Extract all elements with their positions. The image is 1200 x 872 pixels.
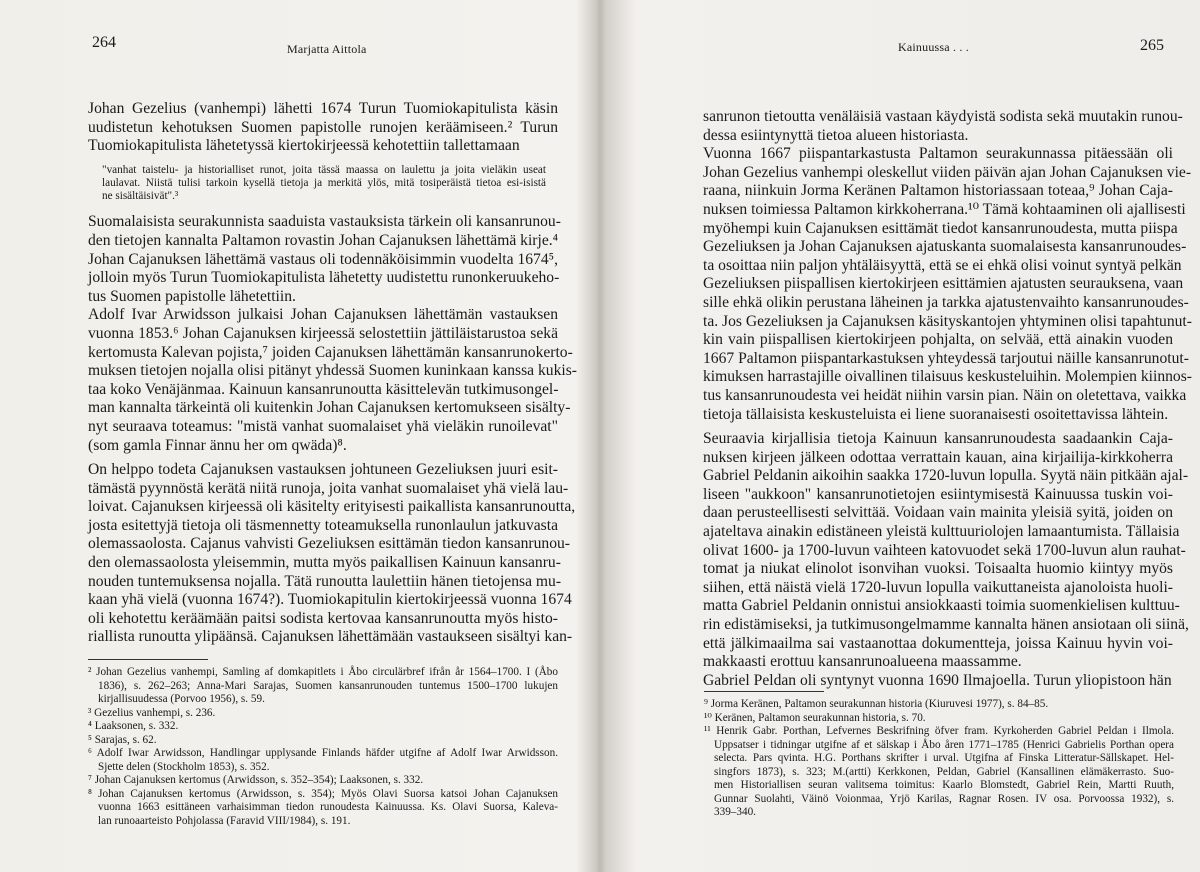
text-line: Seuraavia kirjallisia tietoja Kainuun kansanrunoudesta saadaankin Caja- — [703, 430, 1173, 448]
text-line: (som gamla Finnar ännu her om qwäda)⁸. — [88, 436, 347, 454]
footnote — [704, 725, 1174, 820]
block-quote — [102, 164, 546, 204]
text-line: oli kehotettu keräämään paitsi sodista kertovaa kansanrunoutta myös histo- — [88, 609, 558, 627]
text-line: ta. Jos Gezeliuksen ja Cajanuksen käsityskantojen yhtyminen olisi tapahtunut- — [703, 312, 1192, 330]
text-line: matta Gabriel Peldanin onnistui ansiokkaasti toimia suomenkielisen kulttuu- — [703, 597, 1180, 615]
text-line: 1667 Paltamon piispantarkastuksen yhteydessä tarjoutui näille kansanrunotut- — [703, 349, 1189, 367]
footnote-line: kirjallisuudessa (Porvoo 1956), s. 59. — [98, 693, 265, 705]
text-line: nyt seuraava toteamus: "mistä vanhat suomalaiset yhä vieläkin runoilevat" — [88, 417, 558, 435]
text-line: kin vain piispallisen kiertokirjeen pohjalta, on selvää, että ainakin vuoden — [703, 331, 1173, 349]
text-line: Gezeliuksen ja Johan Cajanuksen ajatuskanta suomalaisesta kansanrunoudes- — [703, 238, 1187, 256]
text-line: jolloin myös Turun Tuomiokapitulista lähetetty uudistettu runonkeruukeho- — [88, 269, 560, 287]
page-number: 265 — [1140, 37, 1164, 54]
text-line: Vuonna 1667 piispantarkastusta Paltamon seurakunnassa pitäessään oli — [703, 145, 1173, 163]
text-line: "vanhat taistelu- ja historialliset runot, joita tässä maassa on laulettu ja joita vieläkin useat — [102, 163, 546, 176]
body-text — [88, 100, 577, 647]
footnote-rule — [704, 691, 824, 692]
text-line: nuksen kirjeen jälkeen odottaa verrattain kauan, aina kirjailija-kirkkoherra — [703, 448, 1173, 466]
footnote — [88, 774, 558, 788]
paragraph — [88, 306, 577, 455]
text-line: sille ehkä olikin perustana läheinen ja tarkka ajatustenvaihto kansanrunoudes- — [703, 293, 1189, 311]
footnote — [88, 788, 558, 829]
text-line: nuksen toimiessa Paltamon kirkkoherrana.¹⁰ Tämä kohtaaminen oli ajallisesti — [703, 200, 1186, 218]
footnote-line: ⁹ Jorma Keränen, Paltamon seurakunnan historia (Kiuruvesi 1977), s. 84–85. — [704, 698, 1049, 710]
footnote — [88, 720, 558, 734]
text-line: kimuksen harrastajille oivallinen tilaisuus keskusteluihin. Molempien kiinnos- — [703, 368, 1192, 386]
footnote-line: ¹¹ Henrik Gabr. Porthan, Lefvernes Beskrifning öfver fram. Kyrkoherden Gabriel Peldan i Ilmola. — [704, 725, 1174, 737]
text-line: taa koko Venäjänmaa. Kainuun kansanrunoutta käsittelevän tutkimusongel- — [88, 380, 559, 398]
footnotes — [704, 698, 1174, 820]
paragraph — [88, 213, 561, 306]
body-text — [703, 108, 1192, 690]
text-line: Johan Cajanuksen lähettämä vastaus oli todennäköisimmin vuodelta 1674⁵, — [88, 250, 558, 268]
text-line: tus Suomen papistolle lähetettiin. — [88, 287, 296, 305]
text-line: siihen, että näistä vielä 1720-luvun lopulla vaikuttaneista ajanoloista huoli- — [703, 578, 1173, 596]
text-line: Johan Gezelius vanhempi oleskellut viiden päivän ajan Johan Cajanuksen vie- — [703, 163, 1192, 181]
text-line: kertomusta Kalevan pojista,⁷ joiden Cajanuksen lähettämän kansanrunokerto- — [88, 343, 573, 361]
footnote-line: men Historiallisen seuran valitsema toimitus: Kaarlo Blomstedt, Gabriel Rein, Martti Ruuth, — [714, 779, 1174, 791]
footnote-line: Uppsatser i tidningar utgifne af et sälskap i Åbo åren 1771–1785 (Henrici Gabrielis Porthan opera — [714, 738, 1174, 751]
paragraph — [88, 461, 576, 647]
text-line: myöhempi kuin Cajanuksen esittämät tiedot kansanrunoudesta, mutta piispa — [703, 219, 1178, 237]
footnote-line: Sjette delen (Stockholm 1853), s. 352. — [98, 760, 270, 773]
page-number: 264 — [92, 34, 116, 51]
text-line: että jälkimaailma sai vastaanottaa dokumentteja, joissa Kainuu hyvin voi- — [703, 634, 1173, 652]
text-line: josta esitettyjä tietoja oli täsmennetty toteamuksella runonlaulun jatkuvasta — [88, 516, 558, 534]
footnote-line: selecta. Pars qvinta. H.G. Porthans skrifter i urval. Utgifna af Finska Litteratur-Sällskapet. Hel- — [714, 752, 1174, 764]
text-line: dessa esiintynyttä tietoa alueen historiasta. — [703, 126, 969, 144]
text-line: Suomalaisista seurakunnista saaduista vastauksista tärkein oli kansanrunou- — [88, 213, 561, 231]
text-line: tomat ja niukat elinolot isonvihan vuoksi. Toisaalta huomio kiintyy myös — [703, 560, 1173, 578]
right-page — [600, 0, 1200, 872]
running-head: Kainuussa . . . — [898, 40, 969, 54]
paragraph — [703, 430, 1189, 672]
text-line: loivat. Cajanuksen kirjeessä oli käsitelty erityisesti paikallista kansanrunoutta, — [88, 498, 576, 516]
text-line: tus kansanrunoudesta vei heidät niihin varsin pian. Näin on oletettava, vaikka — [703, 386, 1187, 404]
footnote-line: singfors 1873), s. 323; M.(artti) Kerkkonen, Peldan, Gabriel (Kansallinen elämäkerrasto. Suo- — [714, 765, 1174, 778]
text-line: makkaasti erottuu kansanrunoalueena maassamme. — [703, 653, 1022, 671]
footnote — [88, 734, 558, 748]
footnote-line: ⁷ Johan Cajanuksen kertomus (Arwidsson, s. 352–354); Laaksonen, s. 332. — [88, 774, 424, 786]
footnote-line: 1836), s. 262–263; Anna-Mari Sarajas, Suomen kansanrunouden tuntemus 1500–1700 lukujen — [98, 679, 558, 692]
footnote-rule — [88, 659, 208, 660]
text-line: ta osoittaa niin paljon yhtäläisyyttä, että se ei ehkä olisi voinut syntyä pelkän — [703, 256, 1182, 274]
footnote-line: Gunnar Suolahti, Väinö Voionmaa, Yrjö Karilas, Ragnar Rosen. IV osa. Porvoossa 1932), s. — [714, 792, 1174, 805]
text-line: tietoja tällaisista keskusteluista ei liene suoranaisesti osoitettavissa lähtein. — [703, 405, 1169, 423]
text-line: nouden tuntemuksensa nojalla. Tätä runoutta laulettiin hänen tietojensa mu- — [88, 572, 562, 590]
text-line: man kannalta tärkeintä oli kuitenkin Johan Cajanuksen kertomukseen sisälty- — [88, 399, 571, 417]
text-line: ne sisältäisivät".³ — [102, 190, 179, 203]
text-line: Gezeliuksen piispallisen kiertokirjeen esittämien ajatusten seurauksena, vaan — [703, 275, 1184, 293]
footnote — [88, 707, 558, 721]
text-line: tämästä pyynnöstä kerätä niitä runoja, joita vanhat suomalaiset yhä vielä lau- — [88, 479, 569, 497]
footnote-line: ¹⁰ Keränen, Paltamon seurakunnan historia, s. 70. — [704, 711, 926, 724]
footnote-line: ⁵ Sarajas, s. 62. — [88, 733, 157, 746]
text-line: olivat 1600- ja 1700-luvun vaihteen katovuodet sekä 1700-luvun alun rauhat- — [703, 541, 1186, 559]
text-line: sanrunon tietoutta venäläisiä vastaan käydyistä sodista sekä muutakin runou- — [703, 108, 1183, 125]
text-line: On helppo todeta Cajanuksen vastauksen johtuneen Gezeliuksen juuri esit- — [88, 461, 558, 479]
footnote — [704, 712, 1174, 726]
text-line: Gabriel Peldanin aikoihin saakka 1720-luvun lopulla. Syytä näin pitkään ajal- — [703, 467, 1189, 485]
footnote-line: lan runoaarteisto Pohjolassa (Faravid VIII/1984), s. 191. — [98, 814, 351, 827]
text-line: den olemassaolosta yleisemmin, mutta myös paikallisen Kainuun kansanru- — [88, 554, 561, 572]
running-head: Marjatta Aittola — [287, 42, 367, 56]
footnote — [88, 747, 558, 774]
text-line: vuonna 1853.⁶ Johan Cajanuksen kirjeessä selostettiin jättiläistarustoa sekä — [88, 324, 558, 342]
text-line: Tuomiokapitulista lähetetyssä kiertokirjeessä kehotettiin tallettamaan — [88, 137, 520, 155]
text-line: Johan Gezelius (vanhempi) lähetti 1674 Turun Tuomiokapitulista käsin — [88, 100, 558, 117]
paragraph — [703, 108, 1183, 145]
text-line: daan perusteellisesti selvittää. Voidaan vain mainita yleisiä syitä, joiden on — [703, 504, 1173, 522]
text-line: kaan yhä vielä (vuonna 1674?). Tuomiokapitulin kiertokirjeessä vuonna 1674 — [88, 591, 572, 609]
text-line: rin edistämiseksi, ja tutkimusongelmamme kannalta hänen ansiotaan oli siinä, — [703, 616, 1189, 634]
text-line: riallista runoutta ylipäänsä. Cajanuksen lähettämään vastaukseen sisältyi kan- — [88, 628, 573, 646]
text-line: Gabriel Peldan oli syntynyt vuonna 1690 Ilmajoella. Turun yliopistoon hän — [703, 671, 1172, 689]
paragraph — [703, 672, 1173, 691]
paragraph — [703, 145, 1192, 424]
text-line: Adolf Ivar Arwidsson julkaisi Johan Cajanuksen lähettämän vastauksen — [88, 306, 558, 324]
footnote-line: ⁴ Laaksonen, s. 332. — [88, 720, 179, 732]
text-line: muksen tietojen nojalla olisi pitänyt yhdessä Suomen kuninkaan kanssa kukis- — [88, 362, 577, 380]
footnote-line: 339–340. — [714, 806, 756, 818]
footnote-line: ³ Gezelius vanhempi, s. 236. — [88, 706, 216, 719]
footnote-line: ⁸ Johan Cajanuksen kertomus (Arwidsson, s. 354); Myös Olavi Suorsa katsoi Johan Cajanuksen — [88, 787, 558, 800]
text-line: olemassaolosta. Cajanus vahvisti Gezeliuksen esittämän tiedon kansanrunou- — [88, 535, 570, 553]
footnote-line: vuonna 1663 esittäneen varhaisimman tiedon runoudesta Kainuussa. Ks. Olavi Suorsa, Kaleva- — [98, 801, 558, 813]
footnote-line: ⁶ Adolf Iwar Arwidsson, Handlingar upplysande Finlands häfder utgifne af Adolf Iwar Arwidsson. — [88, 747, 558, 759]
text-line: raana, niinkuin Jorma Keränen Paltamon historiassaan toteaa,⁹ Johan Caja- — [703, 182, 1173, 200]
text-line: uudistetun kehotuksen Suomen papistolle runojen keräämiseen.² Turun — [88, 118, 558, 136]
text-line: liseen "aukkoon" kansanrunotietojen esiintymisestä Kainuussa tuskin voi- — [703, 485, 1173, 503]
paragraph — [88, 100, 558, 156]
footnote — [88, 666, 558, 707]
footnote — [704, 698, 1174, 712]
text-line: ajateltava ainakin edistäneen yleistä kulttuuriolojen lamaantumista. Tällaisia — [703, 523, 1180, 541]
footnote-line: ² Johan Gezelius vanhempi, Samling af domkapitlets i Åbo circulärbref ifrån år 1564–1700. I (Åbo — [88, 666, 558, 678]
text-line: den tietojen kannalta Paltamon rovastin Johan Cajanuksen lähettämä kirje.⁴ — [88, 231, 559, 249]
text-line: laulavat. Niistä tulisi tarkoin kysellä tietoja ja merkitä ylös, mitä tosiperäistä tietoa esi-isistä — [102, 176, 546, 189]
footnotes — [88, 666, 558, 828]
